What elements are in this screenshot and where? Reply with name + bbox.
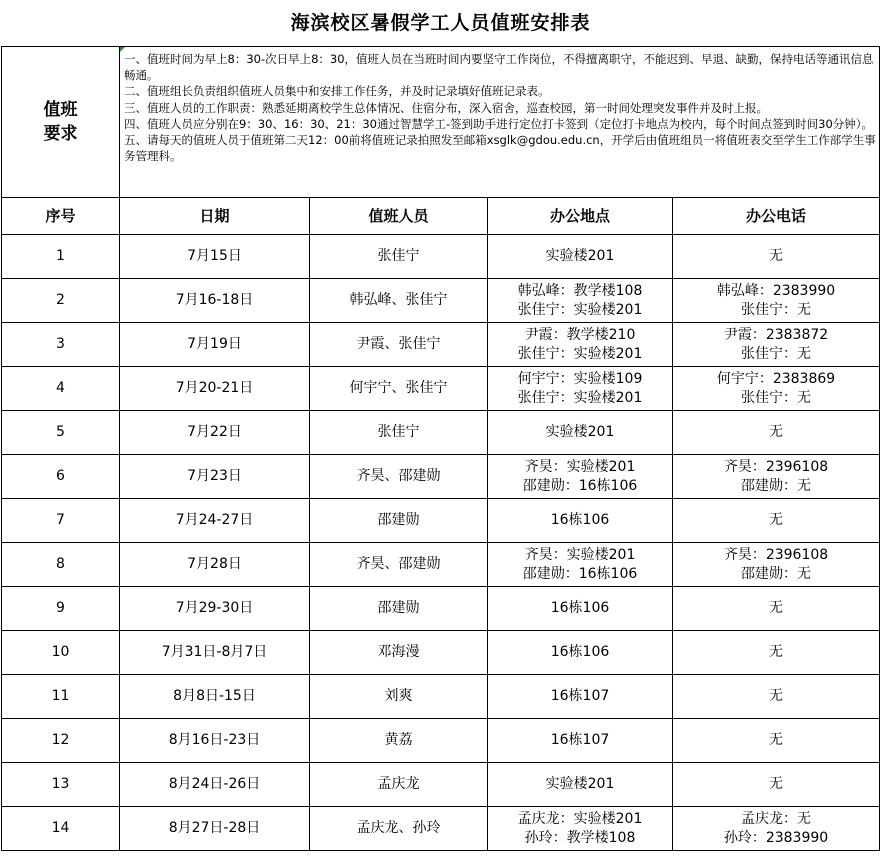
cell-office	[488, 411, 673, 455]
table-row	[2, 455, 880, 499]
cell-phone	[673, 631, 880, 675]
office-line: 16栋107	[550, 732, 610, 748]
table-row	[2, 807, 880, 851]
phone-line: 孙玲：2383990	[723, 829, 829, 846]
cell-date: 7月23日	[120, 455, 310, 499]
cell-staff: 何宇宁、张佳宁	[310, 367, 488, 411]
phone-line: 齐昊：2396108	[723, 458, 829, 475]
cell-no: 9	[2, 587, 120, 631]
office-line: 孟庆龙：实验楼201	[517, 810, 643, 827]
requirement-item: 三、值班人员的工作职责：熟悉延期离校学生总体情况、住宿分布，深入宿舍，巡查校园，第一时间处理突发事件并及时上报。	[124, 100, 768, 115]
cell-no: 7	[2, 499, 120, 543]
office-line: 实验楼201	[545, 248, 615, 264]
header-phone: 办公电话	[673, 198, 880, 235]
cell-no: 5	[2, 411, 120, 455]
requirements-text	[120, 47, 880, 198]
cell-phone	[673, 499, 880, 543]
cell-no: 1	[2, 235, 120, 279]
cell-staff: 齐昊、邵建勋	[310, 543, 488, 587]
cell-no: 14	[2, 807, 120, 851]
cell-date: 7月22日	[120, 411, 310, 455]
cell-date: 8月27日-28日	[120, 807, 310, 851]
office-line: 齐昊：实验楼201	[524, 546, 636, 563]
requirements-label	[2, 47, 120, 198]
table-header-row	[2, 198, 880, 235]
cell-phone	[673, 587, 880, 631]
cell-no: 3	[2, 323, 120, 367]
office-line: 何宇宁：实验楼109	[517, 370, 643, 387]
table-row	[2, 411, 880, 455]
cell-date: 7月15日	[120, 235, 310, 279]
cell-no: 6	[2, 455, 120, 499]
phone-line: 尹霞：2383872	[723, 326, 829, 343]
table-row	[2, 235, 880, 279]
cell-office	[488, 719, 673, 763]
cell-staff: 邓海漫	[310, 631, 488, 675]
office-line: 16栋107	[550, 688, 610, 704]
cell-no: 12	[2, 719, 120, 763]
table-row	[2, 323, 880, 367]
phone-line: 何宇宁：2383869	[716, 370, 836, 387]
office-line: 邵建勋：16栋106	[522, 477, 638, 494]
office-line: 孙玲：教学楼108	[524, 829, 636, 846]
cell-phone	[673, 455, 880, 499]
phone-line: 无	[769, 600, 783, 616]
phone-line: 邵建勋：无	[741, 565, 811, 582]
cell-office	[488, 543, 673, 587]
cell-office	[488, 235, 673, 279]
cell-staff: 齐昊、邵建勋	[310, 455, 488, 499]
office-line: 16栋106	[550, 512, 610, 528]
cell-office	[488, 499, 673, 543]
requirement-item: 一、值班时间为早上8：30-次日早上8：30，值班人员在当班时间内要坚守工作岗位，不得擅离职守，不能迟到、早退、缺勤，保持电话等通讯信息畅通。	[124, 52, 874, 83]
table-row	[2, 763, 880, 807]
phone-line: 无	[769, 512, 783, 528]
page-title: 海滨校区暑假学工人员值班安排表	[2, 0, 880, 47]
office-line: 齐昊：实验楼201	[524, 458, 636, 475]
cell-office	[488, 807, 673, 851]
phone-line: 无	[769, 424, 783, 440]
cell-office	[488, 455, 673, 499]
cell-office	[488, 675, 673, 719]
cell-phone	[673, 279, 880, 323]
table-row	[2, 631, 880, 675]
office-line: 16栋106	[550, 600, 610, 616]
cell-office	[488, 763, 673, 807]
cell-staff: 黄荔	[310, 719, 488, 763]
cell-date: 8月16日-23日	[120, 719, 310, 763]
table-row	[2, 499, 880, 543]
phone-line: 张佳宁：无	[741, 389, 811, 406]
cell-no: 10	[2, 631, 120, 675]
cell-date: 7月20-21日	[120, 367, 310, 411]
cell-phone	[673, 719, 880, 763]
cell-no: 13	[2, 763, 120, 807]
phone-line: 无	[769, 644, 783, 660]
office-line: 张佳宁：实验楼201	[517, 301, 643, 318]
cell-date: 7月16-18日	[120, 279, 310, 323]
cell-no: 2	[2, 279, 120, 323]
cell-staff: 孟庆龙	[310, 763, 488, 807]
requirement-item: 五、请每天的值班人员于值班第二天12：00前将值班记录拍照发至邮箱xsglk@gdou.edu.cn，开学后由值班组员一将值班表交至学生工作部学生事务管理科。	[124, 133, 876, 164]
phone-line: 无	[769, 776, 783, 792]
cell-phone	[673, 675, 880, 719]
cell-date: 7月19日	[120, 323, 310, 367]
phone-line: 齐昊：2396108	[723, 546, 829, 563]
cell-phone	[673, 323, 880, 367]
office-line: 尹霞：教学楼210	[524, 326, 636, 343]
cell-office	[488, 323, 673, 367]
phone-line: 张佳宁：无	[741, 301, 811, 318]
header-no: 序号	[2, 198, 120, 235]
phone-line: 张佳宁：无	[741, 345, 811, 362]
cell-staff: 孟庆龙、孙玲	[310, 807, 488, 851]
cell-date: 7月28日	[120, 543, 310, 587]
cell-staff: 尹霞、张佳宁	[310, 323, 488, 367]
cell-phone	[673, 543, 880, 587]
cell-staff: 邵建勋	[310, 587, 488, 631]
cell-staff: 韩弘峰、张佳宁	[310, 279, 488, 323]
header-date: 日期	[120, 198, 310, 235]
office-line: 实验楼201	[545, 776, 615, 792]
office-line: 邵建勋：16栋106	[522, 565, 638, 582]
cell-staff: 张佳宁	[310, 411, 488, 455]
office-line: 张佳宁：实验楼201	[517, 389, 643, 406]
duty-schedule-table	[1, 0, 880, 851]
phone-line: 无	[769, 732, 783, 748]
phone-line: 邵建勋：无	[741, 477, 811, 494]
cell-date: 8月24日-26日	[120, 763, 310, 807]
cell-phone	[673, 411, 880, 455]
cell-office	[488, 587, 673, 631]
cell-phone	[673, 367, 880, 411]
header-office: 办公地点	[488, 198, 673, 235]
cell-staff: 邵建勋	[310, 499, 488, 543]
cell-date: 8月8日-15日	[120, 675, 310, 719]
table-row	[2, 719, 880, 763]
cell-date: 7月24-27日	[120, 499, 310, 543]
cell-phone	[673, 235, 880, 279]
comment-marker	[120, 47, 125, 52]
phone-line: 无	[769, 248, 783, 264]
cell-office	[488, 367, 673, 411]
cell-no: 8	[2, 543, 120, 587]
cell-office	[488, 279, 673, 323]
table-row	[2, 587, 880, 631]
cell-phone	[673, 763, 880, 807]
cell-no: 4	[2, 367, 120, 411]
office-line: 16栋106	[550, 644, 610, 660]
phone-line: 韩弘峰：2383990	[716, 282, 836, 299]
table-row	[2, 279, 880, 323]
table-row	[2, 543, 880, 587]
cell-date: 7月29-30日	[120, 587, 310, 631]
cell-office	[488, 631, 673, 675]
office-line: 韩弘峰：教学楼108	[517, 282, 643, 299]
table-row	[2, 675, 880, 719]
requirement-item: 四、值班人员应分别在9：30、16：30、21：30通过智慧学工-签到助手进行定位打卡签到（定位打卡地点为校内，每个时间点签到时间30分钟）。	[124, 116, 874, 131]
cell-no: 11	[2, 675, 120, 719]
header-staff: 值班人员	[310, 198, 488, 235]
requirements-label-line: 值班	[43, 100, 78, 120]
table-row	[2, 367, 880, 411]
phone-line: 无	[769, 688, 783, 704]
office-line: 实验楼201	[545, 424, 615, 440]
phone-line: 孟庆龙：无	[741, 810, 811, 827]
office-line: 张佳宁：实验楼201	[517, 345, 643, 362]
cell-staff: 张佳宁	[310, 235, 488, 279]
cell-phone	[673, 807, 880, 851]
requirements-label-line: 要求	[43, 124, 78, 144]
cell-staff: 刘爽	[310, 675, 488, 719]
requirement-item: 二、值班组长负责组织值班人员集中和安排工作任务，并及时记录填好值班记录表。	[124, 84, 550, 99]
cell-date: 7月31日-8月7日	[120, 631, 310, 675]
